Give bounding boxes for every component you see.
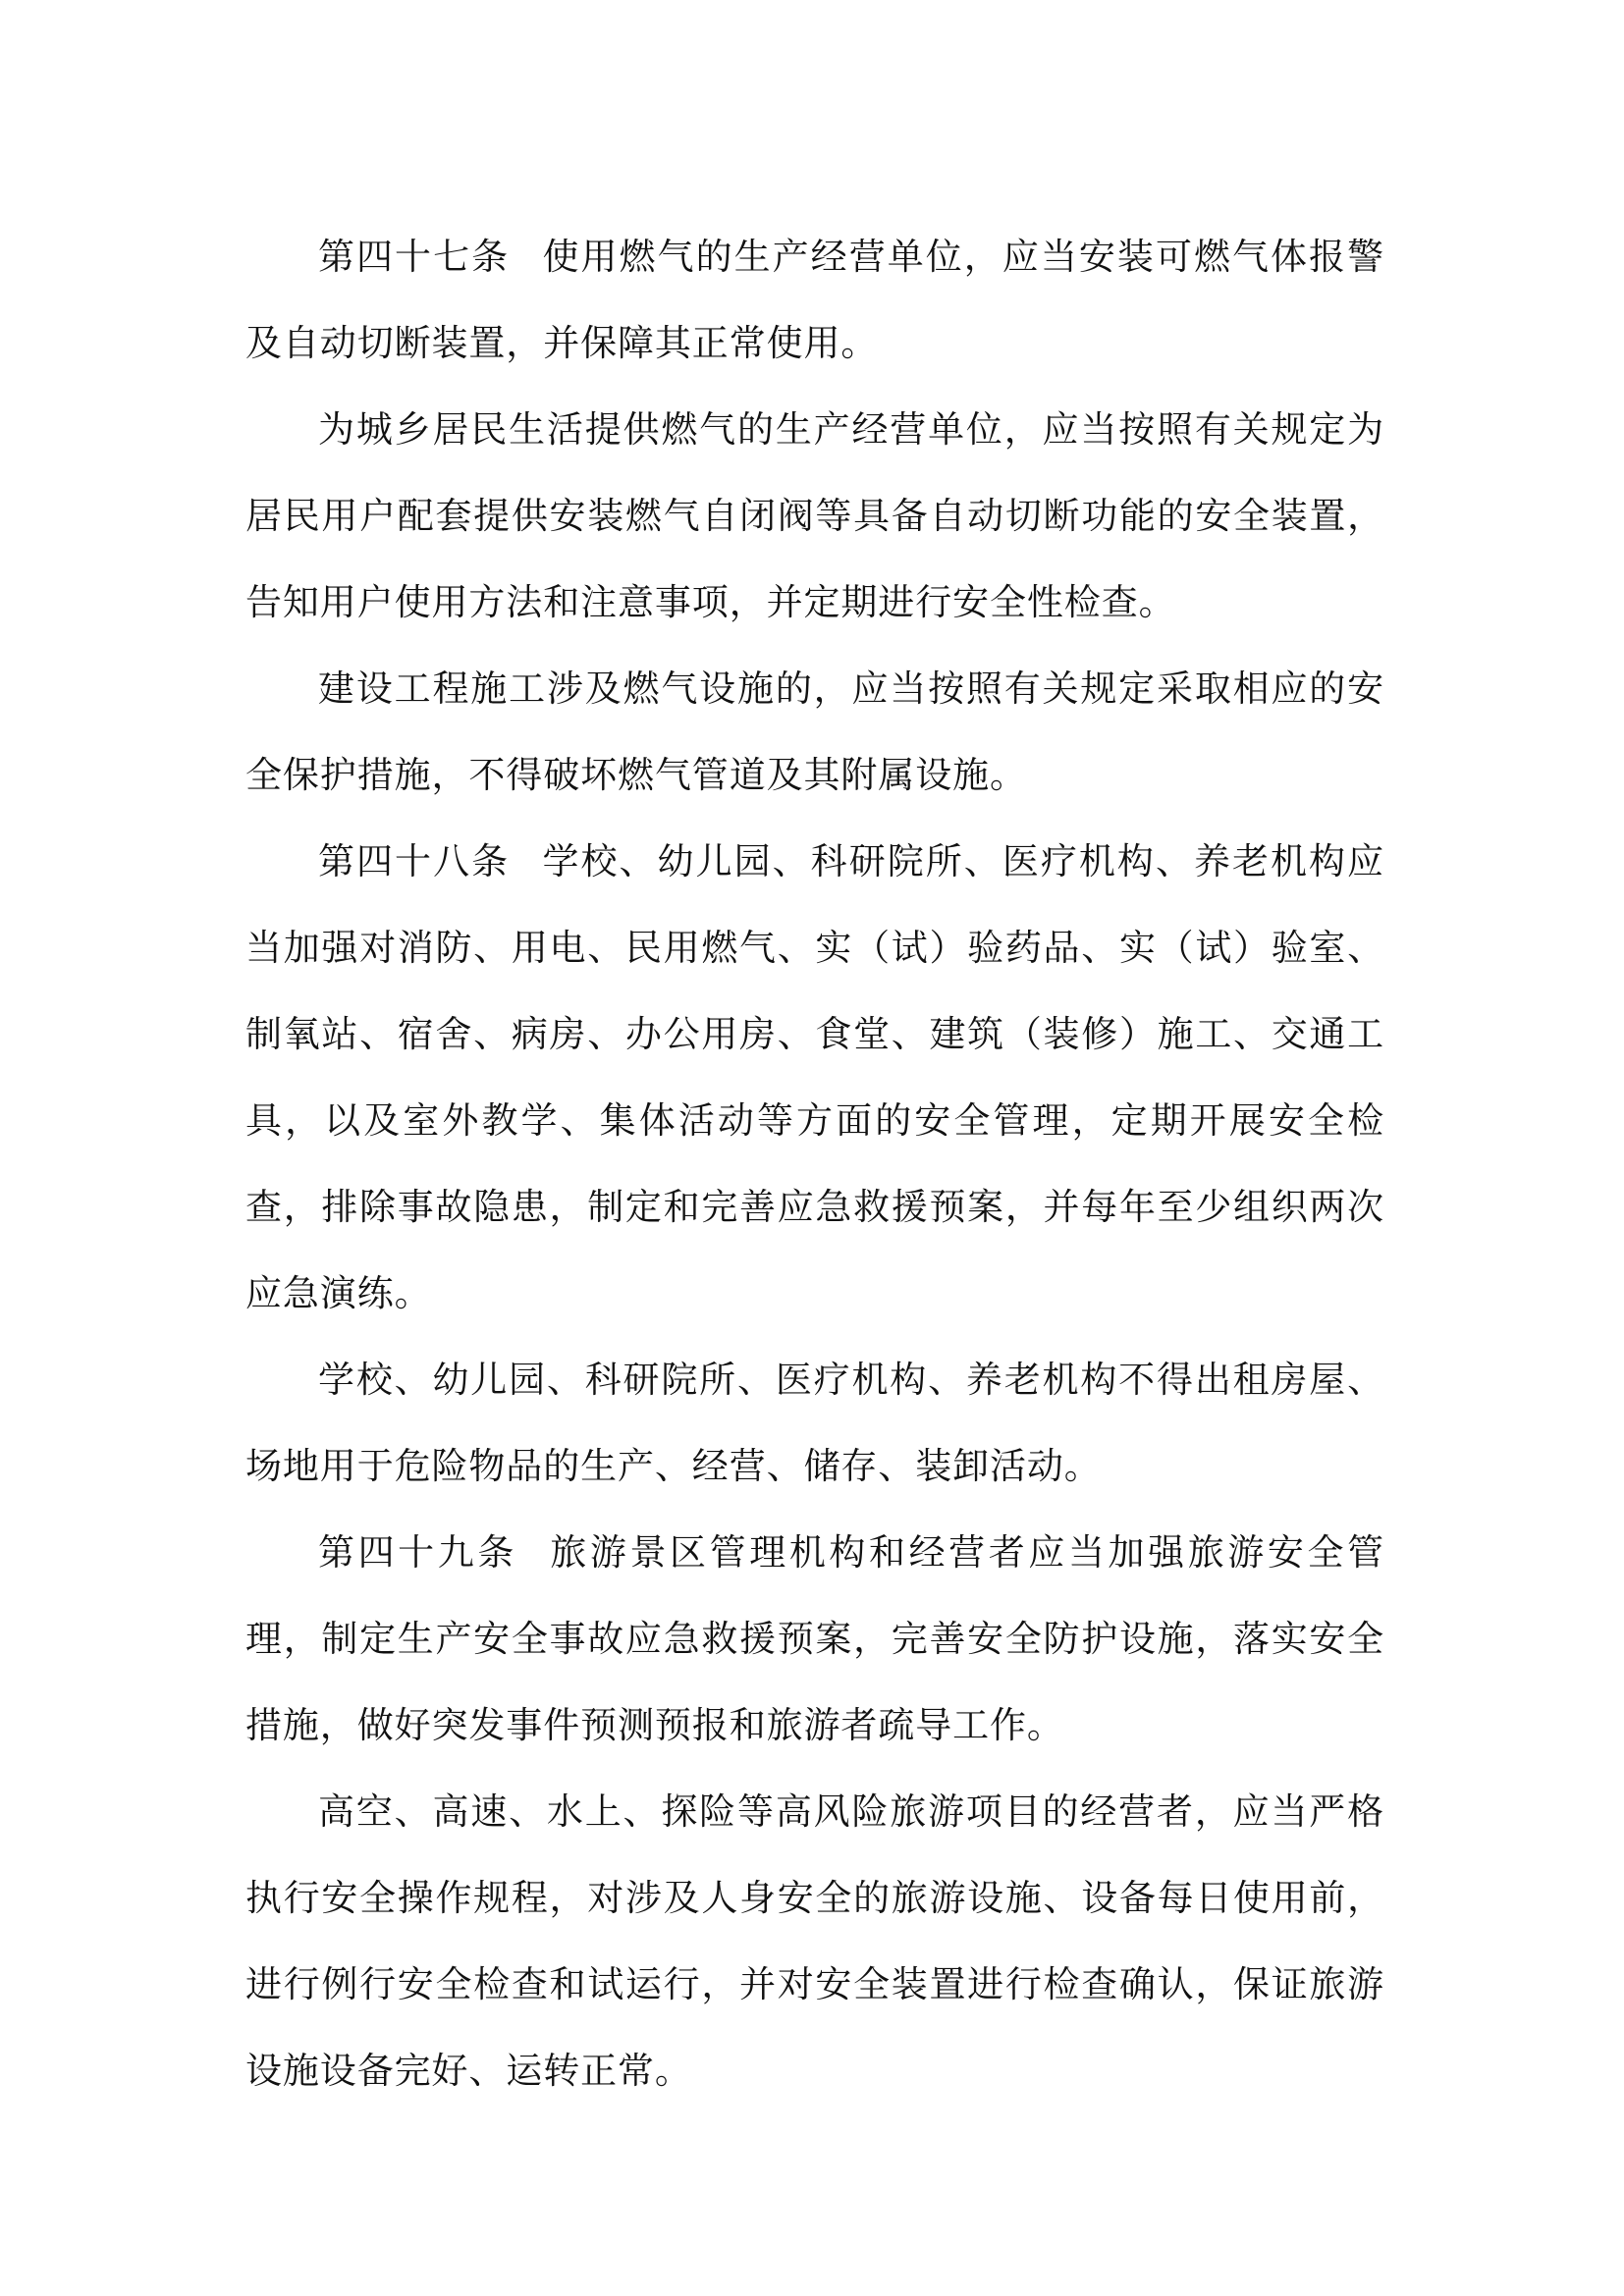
paragraph-article-47-clause-2: [245, 387, 1384, 646]
article-number: 第四十八条: [318, 840, 511, 882]
paragraph-article-47: [245, 214, 1384, 387]
paragraph-text: 高空、高速、水上、探险等高风险旅游项目的经营者，应当严格执行安全操作规程，对涉及人身安全的旅游设施、设备每日使用前，进行例行安全检查和试运行，并对安全装置进行检查确认，保证旅游设施设备完好、运转正常。: [245, 1790, 1384, 2092]
paragraph-article-48: [245, 819, 1384, 1337]
document-body: [245, 214, 1384, 2114]
paragraph-text: 学校、幼儿园、科研院所、医疗机构、养老机构应当加强对消防、用电、民用燃气、实（试）验药品、实（试）验室、制氧站、宿舍、病房、办公用房、食堂、建筑（装修）施工、交通工具，以及室外教学、集体活动等方面的安全管理，定期开展安全检查，排除事故隐患，制定和完善应急救援预案，并每年至少组织两次应急演练。: [245, 840, 1384, 1314]
paragraph-article-49: [245, 1510, 1384, 1769]
paragraph-article-48-clause-2: [245, 1337, 1384, 1510]
paragraph-article-49-clause-2: [245, 1769, 1384, 2114]
article-number: 第四十九条: [318, 1531, 517, 1574]
paragraph-article-47-clause-3: [245, 646, 1384, 819]
paragraph-text: 为城乡居民生活提供燃气的生产经营单位，应当按照有关规定为居民用户配套提供安装燃气自闭阀等具备自动切断功能的安全装置，告知用户使用方法和注意事项，并定期进行安全性检查。: [245, 408, 1384, 623]
paragraph-text: 建设工程施工涉及燃气设施的，应当按照有关规定采取相应的安全保护措施，不得破坏燃气管道及其附属设施。: [245, 667, 1384, 796]
paragraph-text: 学校、幼儿园、科研院所、医疗机构、养老机构不得出租房屋、场地用于危险物品的生产、经营、储存、装卸活动。: [245, 1359, 1384, 1487]
paragraph-text: 旅游景区管理机构和经营者应当加强旅游安全管理，制定生产安全事故应急救援预案，完善安全防护设施，落实安全措施，做好突发事件预测预报和旅游者疏导工作。: [245, 1531, 1385, 1746]
paragraph-text: 使用燃气的生产经营单位，应当安装可燃气体报警及自动切断装置，并保障其正常使用。: [245, 236, 1384, 364]
article-number: 第四十七条: [318, 236, 511, 278]
